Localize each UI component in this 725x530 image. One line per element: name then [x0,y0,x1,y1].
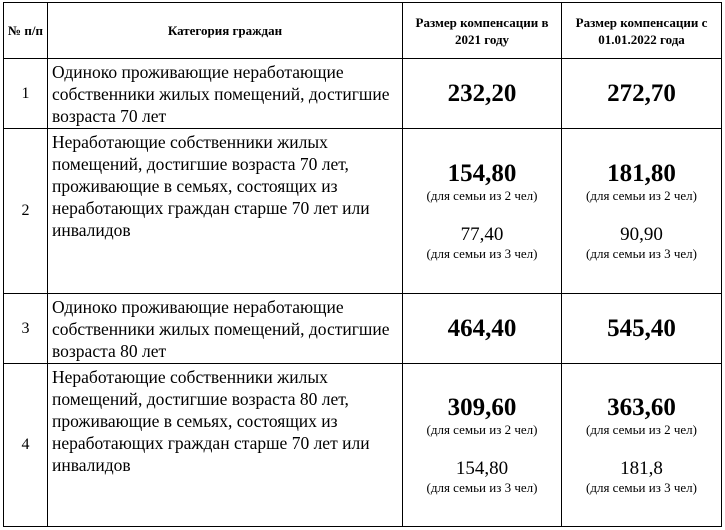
note-family-3: (для семьи из 3 чел) [586,480,697,495]
header-2021: Размер компенсации в 2021 году [403,3,562,59]
amount: 464,40 [447,314,517,342]
table-row [4,129,722,294]
header-category: Категория граждан [48,3,403,59]
amount-family-3: 154,80 [455,458,509,479]
value-2021 [403,364,562,527]
note-family-2: (для семьи из 2 чел) [586,188,697,203]
table-row [4,294,722,364]
value-2022 [562,129,722,294]
note-family-3: (для семьи из 3 чел) [426,480,538,495]
note-family-2: (для семьи из 2 чел) [586,422,697,437]
amount-family-3: 181,8 [620,458,663,479]
value-2022 [562,294,722,364]
header-2022: Размер компенсации с 01.01.2022 года [562,3,722,59]
row-category: Одиноко проживающие неработающие собственники жилых помещений, достигшие возраста 70 лет [48,59,403,129]
amount-family-2: 154,80 [447,160,517,187]
row-category: Неработающие собственники жилых помещений, достигшие возраста 70 лет, проживающие в семьях, состоящих из неработающих граждан старше 70 лет или инвалидов [48,129,403,294]
note-family-3: (для семьи из 3 чел) [426,246,538,261]
value-2022 [562,59,722,129]
value-2021 [403,129,562,294]
note-family-2: (для семьи из 2 чел) [426,422,538,437]
row-number: 2 [4,129,48,294]
amount: 272,70 [607,79,676,107]
header-row [4,3,722,59]
value-2021 [403,59,562,129]
row-number: 4 [4,364,48,527]
note-family-3: (для семьи из 3 чел) [586,246,697,261]
amount-family-2: 309,60 [447,394,517,421]
amount-family-3: 77,40 [460,224,504,245]
note-family-2: (для семьи из 2 чел) [426,188,538,203]
row-category: Неработающие собственники жилых помещений, достигшие возраста 80 лет, проживающие в семьях, состоящих из неработающих граждан старше 70 лет или инвалидов [48,364,403,527]
compensation-table [3,2,722,527]
value-2021 [403,294,562,364]
row-number: 1 [4,59,48,129]
amount-family-3: 90,90 [620,224,663,245]
amount: 545,40 [607,314,676,342]
amount: 232,20 [447,79,517,107]
table-row [4,364,722,527]
header-num: № п/п [4,3,48,59]
amount-family-2: 181,80 [607,160,676,187]
table-row [4,59,722,129]
value-2022 [562,364,722,527]
row-category: Одиноко проживающие неработающие собственники жилых помещений, достигшие возраста 80 лет [48,294,403,364]
amount-family-2: 363,60 [607,394,676,421]
row-number: 3 [4,294,48,364]
